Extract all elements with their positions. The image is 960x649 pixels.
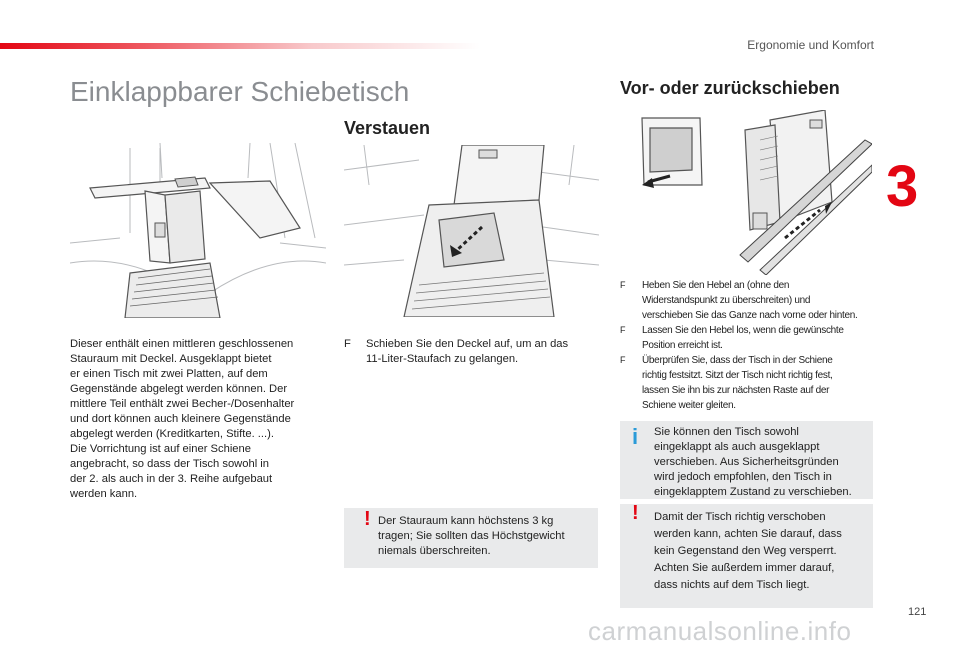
warning-line: Damit der Tisch richtig verschoben (654, 511, 826, 523)
description-line: Stauraum mit Deckel. Ausgeklappt bietet (70, 353, 272, 365)
info-line: verschieben. Aus Sicherheitsgründen (654, 456, 839, 468)
info-icon: i (632, 424, 639, 449)
description-line: Dieser enthält einen mittleren geschlossenen (70, 338, 294, 350)
page-number: 121 (908, 606, 927, 618)
stowing-heading: Verstauen (344, 118, 431, 138)
description-paragraph (70, 337, 320, 502)
info-line: eingeklapptem Zustand zu verschieben. (654, 486, 852, 498)
warning-line: Achten Sie außerdem immer darauf, (654, 562, 835, 574)
stowing-instructions (344, 337, 599, 367)
warning-line: Der Stauraum kann höchstens 3 kg (378, 515, 554, 527)
slide-heading: Vor- oder zurückschieben (620, 78, 840, 98)
bullet-line: 11-Liter-Staufach zu gelangen. (366, 353, 519, 365)
page-title: Einklappbarer Schiebetisch (70, 76, 410, 107)
folding-table-drawing (70, 143, 326, 318)
warning-line: werden kann, achten Sie darauf, dass (654, 528, 842, 540)
info-line: eingeklappt als auch ausgeklappt (654, 441, 820, 453)
description-line: mittlere Teil enthält zwei Becher-/Dosenhalter (70, 398, 295, 410)
bullet-marker: F (620, 325, 626, 335)
info-box (620, 421, 873, 499)
description-line: werden kann. (70, 488, 138, 500)
section-title: Ergonomie und Komfort (747, 38, 874, 52)
warning-icon: ! (632, 502, 639, 524)
bullet-line: Schieben Sie den Deckel auf, um an das (366, 338, 569, 350)
description-line: der 2. als auch in der 3. Reihe aufgebaut (70, 473, 273, 485)
warning-icon: ! (364, 508, 371, 530)
info-line: wird jedoch empfohlen, den Tisch in (654, 471, 832, 483)
bullet-line: Lassen Sie den Hebel los, wenn die gewünschte (642, 325, 844, 336)
bullet-line: Heben Sie den Hebel an (ohne den (642, 280, 790, 291)
watermark: carmanualsonline.info (588, 616, 852, 646)
description-line: abgelegt werden (Kreditkarten, Stifte. ...). (70, 428, 274, 440)
bullet-line: Position erreicht ist. (642, 340, 723, 351)
chapter-number: 3 (886, 154, 919, 219)
weight-warning-box (344, 508, 598, 568)
info-line: Sie können den Tisch sowohl (654, 426, 799, 438)
list-item (344, 337, 599, 367)
bullet-marker: F (620, 280, 626, 290)
bullet-line: lassen Sie ihn bis zur nächsten Raste auf der (642, 385, 830, 396)
slide-mechanism-drawing (620, 110, 872, 275)
slide-mechanism-illustration (620, 110, 872, 275)
bullet-line: richtig festsitzt. Sitzt der Tisch nicht richtig fest, (642, 370, 833, 381)
storage-compartment-drawing (344, 145, 599, 317)
list-item (620, 323, 875, 353)
bullet-line: Widerstandspunkt zu überschreiten) und (642, 295, 811, 306)
description-line: angebracht, so dass der Tisch sowohl in (70, 458, 269, 470)
warning-line: kein Gegenstand den Weg versperrt. (654, 545, 837, 557)
header-accent-bar (0, 43, 480, 49)
description-line: Gegenstände abgelegt werden können. Der (70, 383, 288, 395)
description-line: er einen Tisch mit zwei Platten, auf dem (70, 368, 268, 380)
bullet-marker: F (344, 338, 351, 350)
folding-table-illustration (70, 143, 326, 318)
list-item (620, 278, 875, 323)
description-line: und dort können auch kleinere Gegenstände (70, 413, 291, 425)
bullet-line: verschieben Sie das Ganze nach vorne oder hinten. (642, 310, 858, 321)
warning-line: niemals überschreiten. (378, 545, 491, 557)
warning-line: dass nichts auf dem Tisch liegt. (654, 579, 810, 591)
warning-line: tragen; Sie sollten das Höchstgewicht (378, 530, 565, 542)
bullet-marker: F (620, 355, 626, 365)
description-line: Die Vorrichtung ist auf einer Schiene (70, 443, 251, 455)
storage-compartment-illustration (344, 145, 599, 317)
obstruction-warning-box (620, 504, 873, 608)
slide-instructions (620, 278, 875, 413)
list-item (620, 353, 875, 413)
bullet-line: Schiene weiter gleiten. (642, 400, 736, 411)
bullet-line: Überprüfen Sie, dass der Tisch in der Schiene (642, 355, 833, 366)
